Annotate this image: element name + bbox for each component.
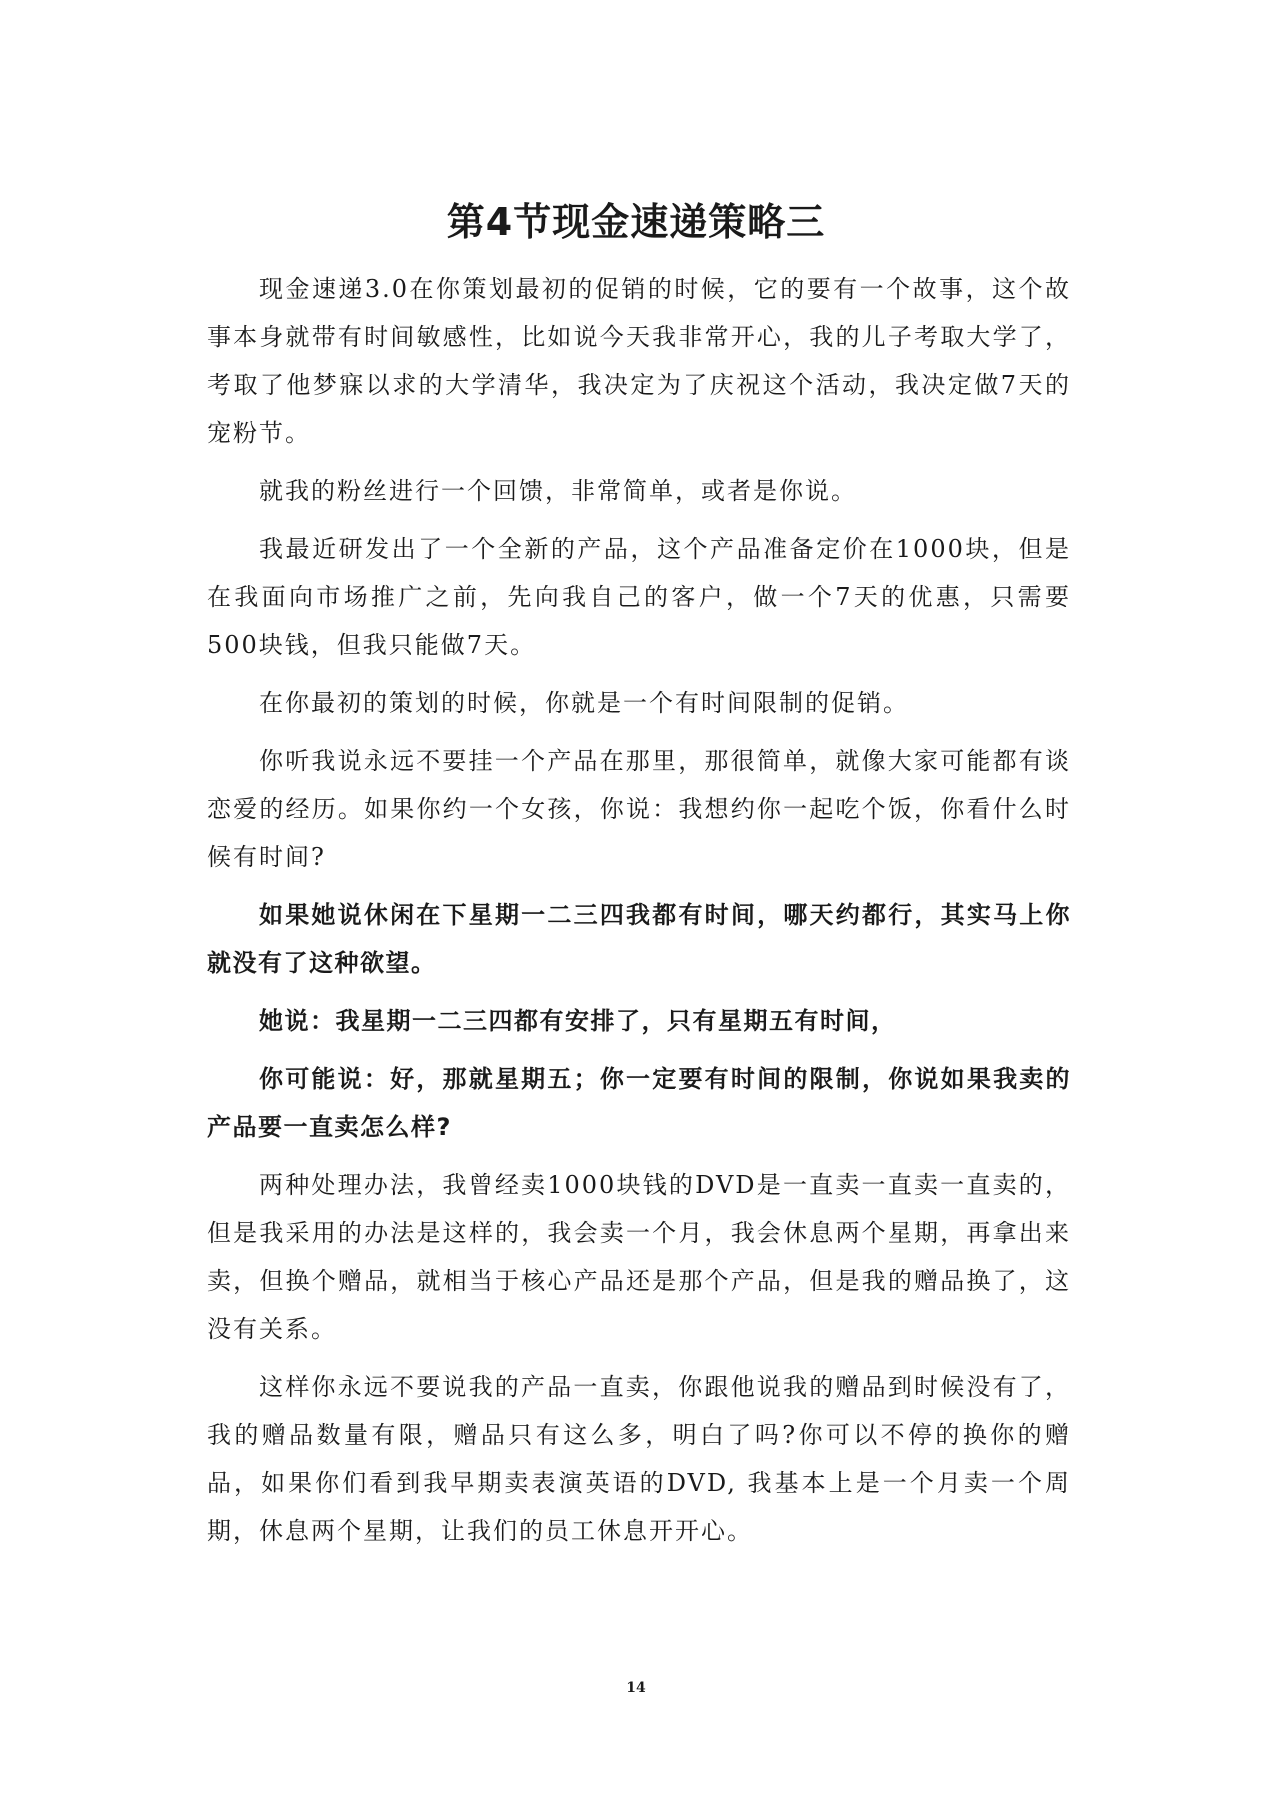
paragraph-5: 你听我说永远不要挂一个产品在那里，那很简单，就像大家可能都有谈恋爱的经历。如果你约一个女孩，你说：我想约你一起吃个饭，你看什么时候有时间? <box>207 747 1071 871</box>
paragraph-2: 就我的粉丝进行一个回馈，非常简单，或者是你说。 <box>259 477 857 505</box>
paragraph-6: 如果她说休闲在下星期一二三四我都有时间，哪天约都行，其实马上你就没有了这种欲望。 <box>207 901 1071 977</box>
paragraph-1: 现金速递3.0在你策划最初的促销的时候，它的要有一个故事，这个故事本身就带有时间敏感性，比如说今天我非常开心，我的儿子考取大学了，考取了他梦寐以求的大学清华，我决定为了庆祝这个活动，我决定做7天的宠粉节。 <box>207 275 1071 447</box>
paragraph-7: 她说：我星期一二三四都有安排了，只有星期五有时间， <box>259 1007 897 1035</box>
section-title: 第4节现金速递策略三 <box>446 200 826 244</box>
paragraph-3: 我最近研发出了一个全新的产品，这个产品准备定价在1000块，但是在我面向市场推广之前，先向我自己的客户，做一个7天的优惠，只需要500块钱，但我只能做7天。 <box>207 535 1071 659</box>
paragraph-10: 这样你永远不要说我的产品一直卖，你跟他说我的赠品到时候没有了，我的赠品数量有限，赠品只有这么多，明白了吗?你可以不停的换你的赠品，如果你们看到我早期卖表演英语的DVD, 我基本上是一个月卖一个周期，休息两个星期，让我们的员工休息开开心。 <box>207 1373 1071 1545</box>
paragraph-8: 你可能说：好，那就星期五；你一定要有时间的限制，你说如果我卖的产品要一直卖怎么样? <box>207 1065 1071 1141</box>
page-number: 14 <box>626 1680 646 1696</box>
paragraph-9: 两种处理办法，我曾经卖1000块钱的DVD是一直卖一直卖一直卖的，但是我采用的办法是这样的，我会卖一个月，我会休息两个星期，再拿出来卖，但换个赠品，就相当于核心产品还是那个产品，但是我的赠品换了，这没有关系。 <box>207 1171 1071 1343</box>
body-text <box>207 265 1071 1565</box>
paragraph-4: 在你最初的策划的时候，你就是一个有时间限制的促销。 <box>259 689 909 717</box>
